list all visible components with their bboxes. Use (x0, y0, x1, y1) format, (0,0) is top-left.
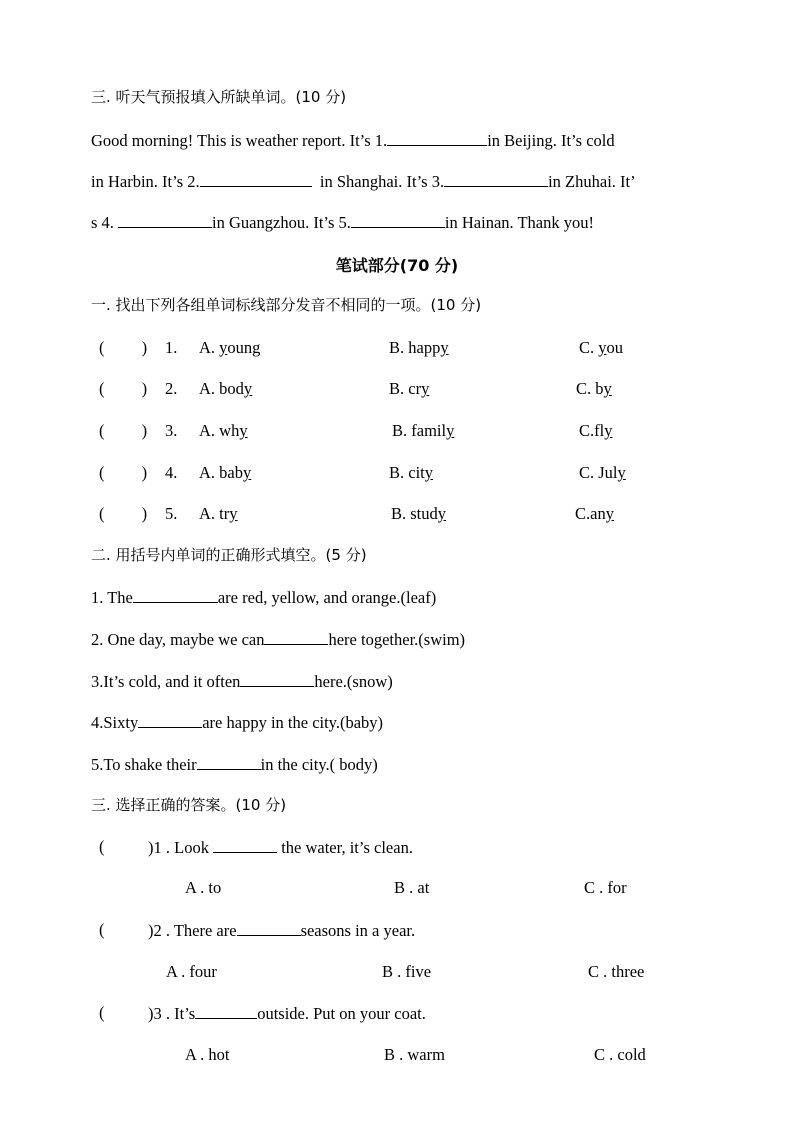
answer-bracket[interactable]: ( (99, 1003, 138, 1022)
answer-bracket[interactable]: ( ) (99, 504, 148, 523)
text-segment: in Beijing. It’s cold (487, 131, 615, 150)
question-number: 1. (165, 338, 178, 357)
section1-heading: 一. 找出下列各组单词标线部分发音不相同的一项。(10 分) (91, 296, 482, 314)
option-c: C . for (584, 878, 627, 897)
fill-blank[interactable] (264, 629, 328, 645)
title-text: 笔试部分(70 分) (335, 256, 459, 275)
answer-bracket[interactable]: ( ) (99, 421, 148, 440)
listening-paragraph-line-2 (91, 171, 636, 192)
answer-bracket[interactable]: ( ) (99, 463, 148, 482)
option-b: B . at (394, 878, 430, 897)
fill-blank[interactable] (138, 712, 202, 728)
option-b: B. happy (389, 338, 449, 357)
option-a: A. try (199, 504, 238, 523)
question-stem (148, 837, 413, 858)
question-number: 3. (165, 421, 178, 440)
option-a: A. young (199, 338, 261, 357)
section2-heading: 二. 用括号内单词的正确形式填空。(5 分) (91, 546, 367, 564)
option-a: A . four (166, 962, 217, 981)
blank-3[interactable] (444, 171, 548, 187)
question-number: 5. (165, 504, 178, 523)
section3-heading: 三. 选择正确的答案。(10 分) (91, 796, 287, 814)
option-a: A . hot (185, 1045, 230, 1064)
listening-paragraph-line-3 (91, 212, 594, 233)
fill-blank[interactable] (213, 837, 277, 853)
option-b: B. cry (389, 379, 430, 398)
option-c: C.fly (579, 421, 613, 440)
option-a: A. body (199, 379, 253, 398)
listening-heading: 三. 听天气预报填入所缺单词。(10 分) (91, 88, 347, 106)
option-b: B . warm (384, 1045, 445, 1064)
text-segment: Good morning! This is weather report. It’s 1. (91, 131, 388, 150)
blank-4[interactable] (118, 212, 212, 228)
text-segment: )3 . It’s (148, 1004, 196, 1023)
blank-2[interactable] (200, 171, 312, 187)
text-segment: in the city.( body) (260, 755, 378, 774)
question-stem (148, 920, 415, 941)
option-c: C. you (579, 338, 624, 357)
fill-blank[interactable] (133, 587, 218, 603)
written-section-title (0, 253, 794, 276)
text-segment: here together.(swim) (328, 630, 466, 649)
text-segment: in Zhuhai. It’ (548, 172, 636, 191)
listening-paragraph-line-1 (91, 130, 615, 151)
option-b: B. family (392, 421, 455, 440)
fill-blank[interactable] (237, 920, 301, 936)
text-segment: 2. One day, maybe we can (91, 630, 265, 649)
text-segment: )1 . Look (148, 838, 214, 857)
text-segment: 1. The (91, 588, 133, 607)
option-b: B. city (389, 463, 433, 482)
text-segment: in Harbin. It’s 2. (91, 172, 200, 191)
answer-bracket[interactable]: ( (99, 920, 138, 939)
fill-blank[interactable] (240, 671, 314, 687)
answer-bracket[interactable]: ( (99, 837, 138, 856)
section2-item-2 (91, 629, 465, 650)
blank-1[interactable] (387, 130, 487, 146)
text-segment: here.(snow) (314, 672, 393, 691)
answer-bracket[interactable]: ( ) (99, 338, 148, 357)
text-segment: 4.Sixty (91, 713, 139, 732)
text-segment: outside. Put on your coat. (257, 1004, 426, 1023)
text-segment: are happy in the city.(baby) (202, 713, 384, 732)
option-c: C.any (575, 504, 614, 523)
text-segment: the water, it’s clean. (277, 838, 413, 857)
text-segment: 3.It’s cold, and it often (91, 672, 241, 691)
option-c: C . cold (594, 1045, 646, 1064)
section2-item-4 (91, 712, 383, 733)
text-segment: seasons in a year. (300, 921, 416, 940)
option-b: B. study (391, 504, 447, 523)
section2-item-3 (91, 671, 393, 692)
question-stem (148, 1003, 426, 1024)
fill-blank[interactable] (195, 1003, 257, 1019)
section2-item-5 (91, 754, 378, 775)
text-segment: in Hainan. Thank you! (444, 213, 594, 232)
option-c: C . three (588, 962, 645, 981)
text-segment: 5.To shake their (91, 755, 197, 774)
text-segment: in Guangzhou. It’s 5. (212, 213, 351, 232)
option-c: C. by (576, 379, 612, 398)
section2-item-1 (91, 587, 436, 608)
option-a: A. baby (199, 463, 252, 482)
answer-bracket[interactable]: ( ) (99, 379, 148, 398)
text-segment: in Shanghai. It’s 3. (319, 172, 445, 191)
option-a: A . to (185, 878, 222, 897)
text-segment: are red, yellow, and orange.(leaf) (217, 588, 437, 607)
option-b: B . five (382, 962, 432, 981)
option-c: C. July (579, 463, 626, 482)
question-number: 2. (165, 379, 178, 398)
question-number: 4. (165, 463, 178, 482)
fill-blank[interactable] (197, 754, 261, 770)
option-a: A. why (199, 421, 248, 440)
text-segment: s 4. (91, 213, 119, 232)
blank-5[interactable] (351, 212, 445, 228)
text-segment: )2 . There are (148, 921, 237, 940)
